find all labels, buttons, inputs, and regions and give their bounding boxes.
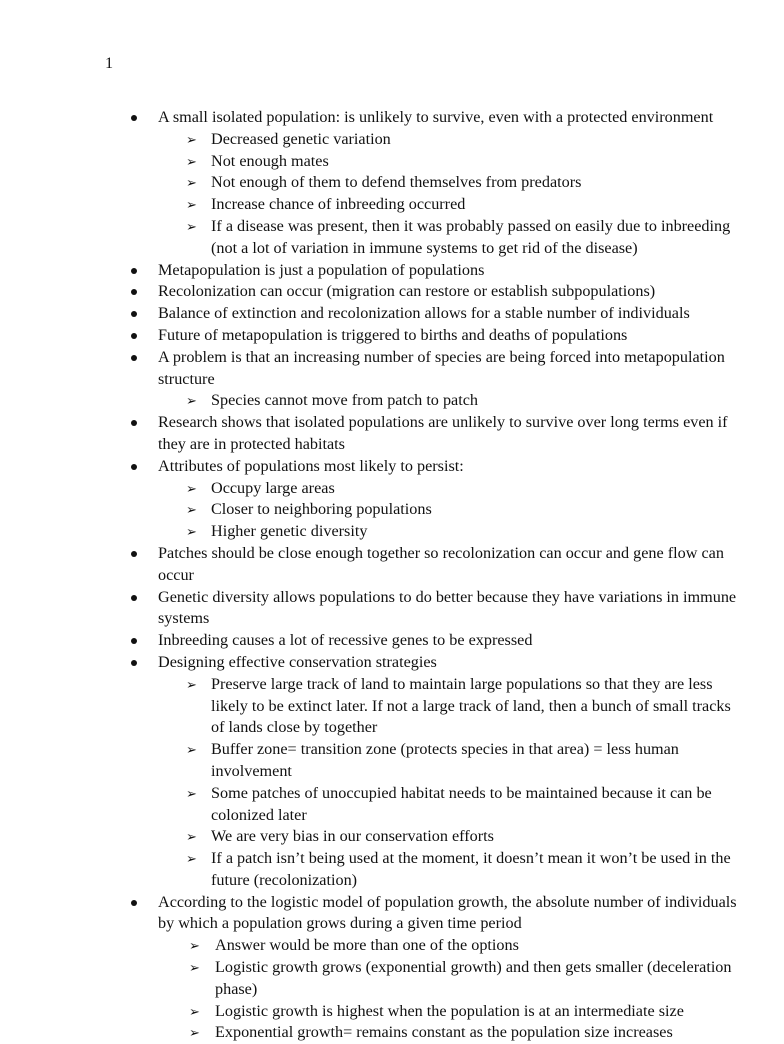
item-text-line: Logistic growth grows (exponential growth) and then gets smaller (deceleration	[215, 958, 732, 977]
item-text-line: (not a lot of variation in immune systems to get rid of the disease)	[211, 238, 638, 257]
item-text-line: Designing effective conservation strategies	[158, 652, 437, 671]
arrow-bullet-icon: ➢	[186, 502, 197, 518]
item-text-line: A small isolated population: is unlikely to survive, even with a protected environment	[158, 108, 714, 126]
notes-list	[0, 107, 784, 1044]
arrow-bullet-icon: ➢	[189, 1025, 200, 1041]
sub-bullet-item	[0, 1022, 784, 1044]
bullet-dot-icon	[131, 420, 137, 426]
sub-bullet-item	[0, 194, 784, 216]
sub-bullet-item	[0, 521, 784, 543]
item-text-line: Genetic diversity allows populations to do better because they have variations in immune	[158, 587, 737, 606]
bullet-dot-icon	[131, 900, 137, 906]
arrow-bullet-icon: ➢	[186, 785, 197, 801]
sub-bullet-item	[0, 172, 784, 194]
item-text-line: Inbreeding causes a lot of recessive genes to be expressed	[158, 631, 533, 650]
bullet-dot-icon	[131, 464, 137, 470]
arrow-bullet-icon: ➢	[186, 851, 197, 867]
bullet-item	[0, 652, 784, 674]
bullet-dot-icon	[131, 660, 137, 666]
item-text-line: Research shows that isolated populations are unlikely to survive over long terms even if	[158, 413, 728, 432]
bullet-dot-icon	[131, 311, 137, 317]
item-text-line: If a patch isn’t being used at the moment, it doesn’t mean it won’t be used in the	[211, 849, 731, 868]
item-text-line: If a disease was present, then it was probably passed on easily due to inbreeding	[211, 216, 731, 235]
sub-bullet-item	[0, 674, 784, 739]
bullet-item	[0, 347, 784, 391]
arrow-bullet-icon: ➢	[186, 393, 197, 409]
arrow-bullet-icon: ➢	[186, 829, 197, 845]
bullet-dot-icon	[131, 595, 137, 601]
arrow-bullet-icon: ➢	[186, 175, 197, 191]
item-text-line: colonized later	[211, 805, 307, 824]
bullet-item	[0, 630, 784, 652]
sub-bullet-item	[0, 129, 784, 151]
item-text-line: by which a population grows during a given time period	[158, 914, 522, 933]
bullet-item	[0, 892, 784, 936]
bullet-item	[0, 303, 784, 325]
item-text-line: Preserve large track of land to maintain large populations so that they are less	[211, 674, 713, 693]
item-text-line: Not enough mates	[211, 151, 329, 170]
item-text-line: likely to be extinct later. If not a large track of land, then a bunch of small tracks	[211, 696, 731, 715]
item-text-line: Occupy large areas	[211, 478, 335, 497]
bullet-dot-icon	[131, 115, 137, 121]
arrow-bullet-icon: ➢	[186, 218, 197, 234]
sub-bullet-item	[0, 848, 784, 892]
item-text-line: structure	[158, 369, 215, 388]
page-number: 1	[105, 54, 114, 72]
item-text-line: they are in protected habitats	[158, 434, 345, 453]
arrow-bullet-icon: ➢	[186, 742, 197, 758]
sub-bullet-item	[0, 783, 784, 827]
item-text-line: We are very bias in our conservation efforts	[211, 827, 494, 846]
sub-bullet-item	[0, 390, 784, 412]
item-text-line: Balance of extinction and recolonization allows for a stable number of individuals	[158, 304, 690, 323]
item-text-line: A problem is that an increasing number of species are being forced into metapopulation	[158, 347, 725, 366]
item-text-line: Answer would be more than one of the options	[215, 936, 519, 955]
arrow-bullet-icon: ➢	[186, 480, 197, 496]
arrow-bullet-icon: ➢	[186, 131, 197, 147]
item-text-line: phase)	[215, 979, 258, 998]
sub-bullet-item	[0, 739, 784, 783]
item-text-line: Species cannot move from patch to patch	[211, 391, 479, 410]
item-text-line: systems	[158, 609, 210, 628]
bullet-item	[0, 281, 784, 303]
bullet-dot-icon	[131, 333, 137, 339]
bullet-item	[0, 107, 784, 129]
item-text-line: Exponential growth= remains constant as the population size increases	[215, 1023, 673, 1042]
item-text-line: Some patches of unoccupied habitat needs to be maintained because it can be	[211, 783, 712, 802]
item-text-line: Decreased genetic variation	[211, 129, 391, 148]
sub-bullet-item	[0, 957, 784, 1001]
item-text-line: According to the logistic model of population growth, the absolute number of individuals	[158, 892, 737, 911]
bullet-dot-icon	[131, 355, 137, 361]
item-text-line: Attributes of populations most likely to persist:	[158, 456, 464, 475]
item-text-line: Patches should be close enough together so recolonization can occur and gene flow can	[158, 543, 724, 562]
bullet-item	[0, 325, 784, 347]
bullet-item	[0, 456, 784, 478]
bullet-item	[0, 412, 784, 456]
item-text-line: Higher genetic diversity	[211, 522, 368, 541]
arrow-bullet-icon: ➢	[186, 197, 197, 213]
item-text-line: occur	[158, 565, 194, 584]
item-text-line: Closer to neighboring populations	[211, 500, 432, 519]
arrow-bullet-icon: ➢	[186, 676, 197, 692]
item-text-line: Metapopulation is just a population of populations	[158, 260, 485, 279]
sub-bullet-item	[0, 151, 784, 173]
sub-bullet-item	[0, 935, 784, 957]
item-text-line: future (recolonization)	[211, 870, 358, 889]
sub-bullet-item	[0, 216, 784, 260]
item-text-line: Logistic growth is highest when the population is at an intermediate size	[215, 1001, 684, 1020]
bullet-dot-icon	[131, 268, 137, 274]
item-text-line: Future of metapopulation is triggered to births and deaths of populations	[158, 325, 628, 344]
arrow-bullet-icon: ➢	[189, 1003, 200, 1019]
sub-bullet-item	[0, 1001, 784, 1023]
bullet-item	[0, 587, 784, 631]
item-text-line: of lands close by together	[211, 718, 378, 737]
bullet-dot-icon	[131, 551, 137, 557]
sub-bullet-item	[0, 499, 784, 521]
bullet-dot-icon	[131, 638, 137, 644]
bullet-item	[0, 260, 784, 282]
sub-bullet-item	[0, 826, 784, 848]
item-text-line: Increase chance of inbreeding occurred	[211, 195, 466, 214]
arrow-bullet-icon: ➢	[189, 938, 200, 954]
bullet-item	[0, 543, 784, 587]
item-text-line: Recolonization can occur (migration can restore or establish subpopulations)	[158, 282, 656, 301]
arrow-bullet-icon: ➢	[189, 960, 200, 976]
item-text-line: Not enough of them to defend themselves from predators	[211, 173, 582, 192]
arrow-bullet-icon: ➢	[186, 153, 197, 169]
item-text-line: Buffer zone= transition zone (protects species in that area) = less human	[211, 740, 679, 759]
item-text-line: involvement	[211, 761, 292, 780]
sub-bullet-item	[0, 478, 784, 500]
bullet-dot-icon	[131, 289, 137, 295]
arrow-bullet-icon: ➢	[186, 524, 197, 540]
